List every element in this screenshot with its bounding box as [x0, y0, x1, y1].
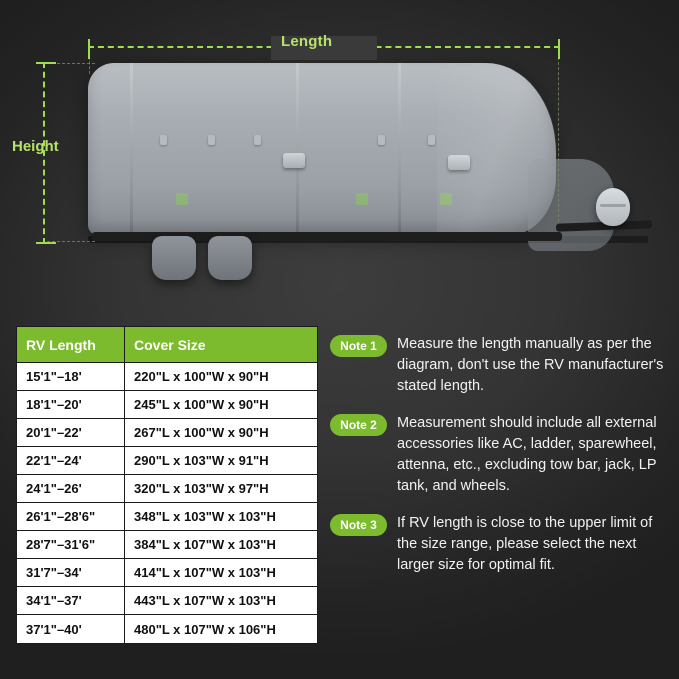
notes-list — [330, 334, 668, 592]
roof-bar-icon — [378, 135, 385, 145]
height-label: Height — [12, 138, 59, 155]
cell-cover-size: 245"L x 100"W x 90"H — [125, 391, 317, 419]
table-header-row — [17, 327, 317, 363]
column-header-rv-length: RV Length — [17, 327, 125, 363]
table-row — [17, 587, 317, 615]
cell-cover-size: 443"L x 107"W x 103"H — [125, 587, 317, 615]
cell-rv-length: 31'7"–34' — [17, 559, 125, 587]
table-row — [17, 363, 317, 391]
length-guide-right — [558, 52, 559, 222]
note-badge: Note 2 — [330, 414, 387, 436]
table-row — [17, 391, 317, 419]
roof-vent-icon — [448, 155, 470, 170]
cell-rv-length: 34'1"–37' — [17, 587, 125, 615]
cell-rv-length: 26'1"–28'6" — [17, 503, 125, 531]
cell-rv-length: 15'1"–18' — [17, 363, 125, 391]
column-header-cover-size: Cover Size — [125, 327, 317, 363]
cell-rv-length: 28'7"–31'6" — [17, 531, 125, 559]
cell-rv-length: 22'1"–24' — [17, 447, 125, 475]
cover-strap-icon — [356, 193, 368, 205]
table-row — [17, 531, 317, 559]
roof-bar-icon — [428, 135, 435, 145]
lp-tank-strap — [600, 204, 626, 207]
note-item — [330, 513, 668, 576]
note-item — [330, 413, 668, 497]
height-cap-bottom — [36, 242, 56, 244]
panel-seam — [398, 63, 401, 235]
cell-rv-length: 18'1"–20' — [17, 391, 125, 419]
cell-cover-size: 290"L x 103"W x 91"H — [125, 447, 317, 475]
cell-cover-size: 220"L x 100"W x 90"H — [125, 363, 317, 391]
length-cap-right — [558, 39, 560, 59]
note-badge: Note 3 — [330, 514, 387, 536]
height-cap-top — [36, 62, 56, 64]
table-row — [17, 419, 317, 447]
cell-cover-size: 480"L x 107"W x 106"H — [125, 615, 317, 643]
size-chart-table — [16, 326, 318, 644]
table-row — [17, 475, 317, 503]
rv-diagram — [0, 0, 679, 308]
roof-bar-icon — [208, 135, 215, 145]
table-row — [17, 447, 317, 475]
roof-vent-icon — [283, 153, 305, 168]
cell-cover-size: 384"L x 107"W x 103"H — [125, 531, 317, 559]
cell-rv-length: 37'1"–40' — [17, 615, 125, 643]
lp-tank — [596, 188, 630, 226]
cover-strap-icon — [440, 193, 452, 205]
roof-bar-icon — [254, 135, 261, 145]
cell-rv-length: 24'1"–26' — [17, 475, 125, 503]
table-row — [17, 503, 317, 531]
cell-cover-size: 320"L x 103"W x 97"H — [125, 475, 317, 503]
panel-seam — [296, 63, 299, 235]
note-text: If RV length is close to the upper limit of the size range, please select the next larger size for optimal fit. — [397, 515, 653, 574]
length-cap-left — [88, 39, 90, 59]
cell-cover-size: 267"L x 100"W x 90"H — [125, 419, 317, 447]
cell-cover-size: 414"L x 107"W x 103"H — [125, 559, 317, 587]
cell-cover-size: 348"L x 103"W x 103"H — [125, 503, 317, 531]
cell-rv-length: 20'1"–22' — [17, 419, 125, 447]
table-row — [17, 559, 317, 587]
roof-bar-icon — [160, 135, 167, 145]
note-text: Measure the length manually as per the diagram, don't use the RV manufacturer's stated length. — [397, 336, 664, 395]
length-label: Length — [281, 33, 333, 50]
panel-seam — [130, 63, 133, 235]
note-badge: Note 1 — [330, 335, 387, 357]
note-text: Measurement should include all external accessories like AC, ladder, sparewheel, attenna, etc., excluding tow bar, jack, LP tank, and wheels. — [397, 415, 657, 495]
cover-strap-icon — [176, 193, 188, 205]
wheel — [208, 236, 252, 280]
table-row — [17, 615, 317, 643]
note-item — [330, 334, 668, 397]
rv-body — [88, 63, 556, 235]
wheel — [152, 236, 196, 280]
